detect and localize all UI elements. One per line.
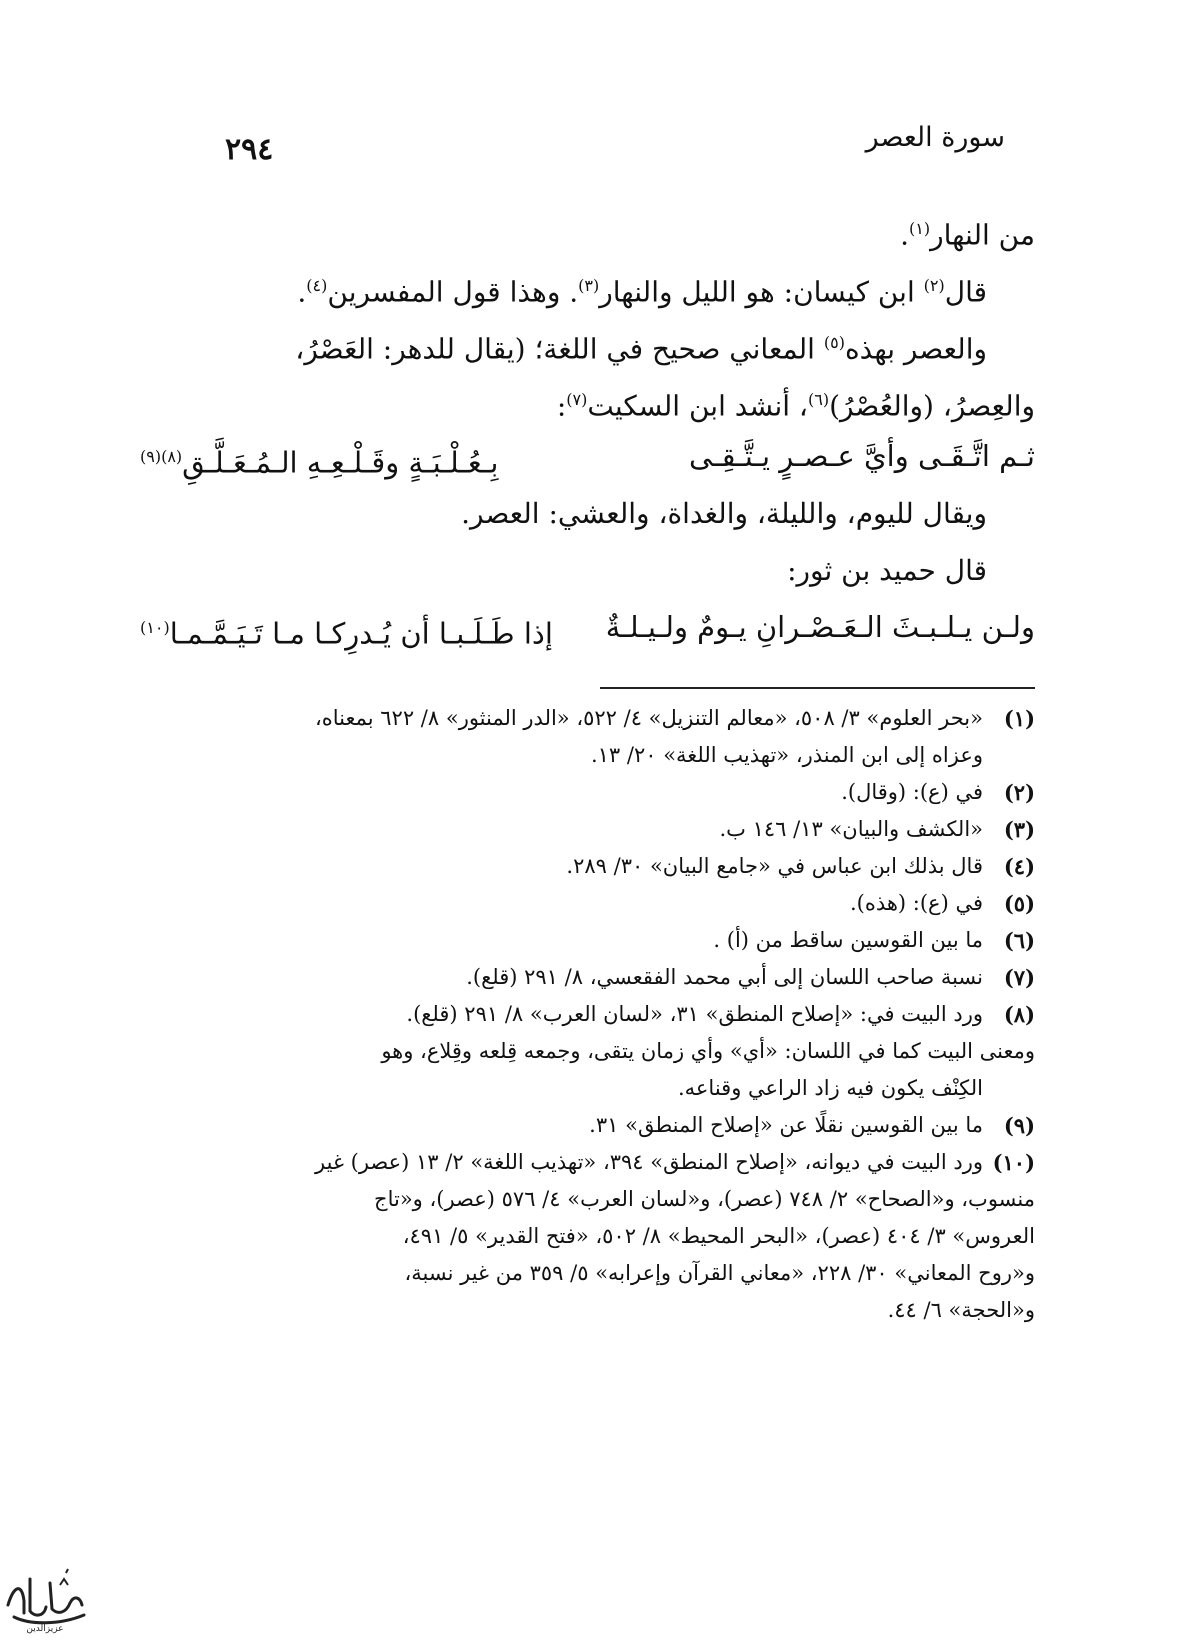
footnote-line: «بحر العلوم» ٣/ ٥٠٨، «معالم التنزيل» ٤/ ٥٢٢، «الدر المنثور» ٨/ ٦٢٢ بمعناه، — [314, 706, 983, 730]
footnote — [140, 885, 1035, 922]
text-span: قال — [944, 275, 987, 309]
text-line — [140, 314, 1035, 371]
logo-subtext: عزيزالدين — [26, 1624, 64, 1634]
text-line — [140, 371, 1035, 428]
footnote-number: (٤) — [1003, 854, 1035, 879]
footnote — [140, 700, 1035, 774]
footnote-line: ورد البيت في: «إصلاح المنطق» ٣١، «لسان العرب» ٨/ ٢٩١ (قلع). — [406, 1002, 983, 1026]
footnote-line: العروس» ٣/ ٤٠٤ (عصر)، «البحر المحيط» ٨/ ٥٠٢، «فتح القدير» ٥/ ٤٩١، — [402, 1224, 1035, 1248]
footnote-number: (٢) — [1003, 780, 1035, 805]
footnote-ref: (٦) — [807, 390, 830, 409]
footnote — [140, 922, 1035, 959]
footnote-ref: (٣) — [578, 276, 600, 295]
verse-hemistich-with-ref — [140, 428, 498, 485]
footnote-line: في (ع): (هذه). — [849, 891, 983, 915]
footnote-ref: (٢) — [923, 276, 945, 295]
footnote-line: ورد البيت في ديوانه، «إصلاح المنطق» ٣٩٤، «تهذيب اللغة» ٢/ ١٣ (عصر) غير — [315, 1150, 983, 1174]
footnotes — [140, 700, 1035, 1329]
verse-hemistich: إذا طَـلَـبـا أن يُـدرِكـا مـا تَـيَـمَّـمـا — [169, 616, 553, 651]
footnote — [140, 1144, 1035, 1181]
page-header — [140, 118, 1035, 168]
footnote-number: (١) — [1003, 706, 1035, 731]
footnote-line: ما بين القوسين نقلًا عن «إصلاح المنطق» ٣١. — [589, 1113, 983, 1137]
text-span: المعاني صحيح في اللغة؛ (يقال للدهر: العَصْرُ، — [295, 332, 824, 366]
footnote-line: نسبة صاحب اللسان إلى أبي محمد الفقعسي، ٨/ ٢٩١ (قلع). — [466, 965, 983, 989]
text-span: ابن كيسان: هو الليل والنهار — [599, 275, 924, 309]
text-span: والعصر بهذه — [844, 332, 987, 366]
footnote-line: قال بذلك ابن عباس في «جامع البيان» ٣٠/ ٢٨٩. — [566, 854, 983, 878]
text-line: قال$^{(٢)}$ ابن كيسان: هو الليل والنهار$^{(٣)}$. وهذا قول المفسرين$^{(٤)}$. — [297, 275, 987, 309]
footnote-text — [140, 700, 983, 774]
text-span: ، أنشد ابن السكيت — [587, 389, 808, 423]
poem-verse — [140, 428, 1035, 485]
footnote-ref: (١) — [908, 219, 931, 238]
footnote-line: و«روح المعاني» ٣٠/ ٢٢٨، «معاني القرآن وإعرابه» ٥/ ٣٥٩ من غير نسبة، — [404, 1261, 1035, 1285]
footnote-line: وعزاه إلى ابن المنذر، «تهذيب اللغة» ٢٠/ ١٣. — [590, 743, 983, 767]
verse-hemistich: ثـم اتَّـقَـى وأيَّ عـصـرٍ يـتَّـقِـى — [688, 439, 1035, 473]
footnote-line: ومعنى البيت كما في اللسان: «أي» وأي زمان يتقى، وجمعه قِلعه وقِلاع، وهو — [381, 1039, 1035, 1063]
footnote — [140, 811, 1035, 848]
footnote-number: (٨) — [1003, 1002, 1035, 1027]
text-span: : — [556, 389, 567, 423]
footnote-line: في (ع): (وقال). — [841, 780, 983, 804]
footnote-number: (٥) — [1003, 891, 1035, 916]
verse-hemistich: بِـعُـلْـبَـةٍ وقَـلْـعِـهِ الـمُـعَـلَّـقِ — [182, 445, 499, 480]
footnote-line: منسوب، و«الصحاح» ٢/ ٧٤٨ (عصر)، و«لسان العرب» ٤/ ٥٧٦ (عصر)، و«تاج — [374, 1187, 1035, 1211]
text-span: والعِصرُ، (والعُصْرُ) — [829, 389, 1035, 423]
footnote-line: ما بين القوسين ساقط من (أ) . — [713, 928, 983, 952]
footnote — [140, 774, 1035, 811]
text-line: ويقال لليوم، والليلة، والغداة، والعشي: العصر. — [461, 497, 987, 530]
main-text — [140, 200, 1035, 656]
footnote — [140, 1107, 1035, 1144]
text-span: . وهذا قول المفسرين — [327, 275, 579, 309]
footnote-ref: (٥) — [823, 333, 845, 352]
footnote-number: (١٠) — [992, 1150, 1035, 1175]
footnote-ref: (١٠) — [140, 618, 170, 637]
footnote-number: (٣) — [1003, 817, 1035, 842]
footnote — [140, 996, 1035, 1033]
text-span: من النهار — [930, 218, 1035, 252]
verse-hemistich-with-ref — [140, 599, 553, 656]
poem-verse — [140, 599, 1035, 656]
verse-hemistich: ولـن يـلـبـثَ الـعَـصْـرانِ يـومٌ ولـيـلـةٌ — [605, 610, 1035, 644]
footnote-number: (٦) — [1003, 928, 1035, 953]
footnote — [140, 848, 1035, 885]
page-number: ٢٩٤ — [225, 132, 274, 167]
text-line: قال حميد بن ثور: — [787, 554, 987, 587]
footnote-line: الكِنْف يكون فيه زاد الراعي وقناعه. — [677, 1076, 983, 1100]
footnote-ref: (٤) — [306, 276, 328, 295]
footnote-number: (٧) — [1003, 965, 1035, 990]
footnote-line: «الكشف والبيان» ١٣/ ١٤٦ ب. — [719, 817, 983, 841]
footnote-ref: (٧) — [566, 390, 588, 409]
footnote-number: (٩) — [1003, 1113, 1035, 1138]
text-line: من النهار$^{(١)}$. — [900, 218, 1035, 252]
publisher-logo — [0, 1555, 90, 1635]
footnote-separator — [600, 687, 1035, 689]
footnote — [140, 959, 1035, 996]
footnote-line: و«الحجة» ٦/ ٤٤. — [887, 1298, 1035, 1322]
running-title: سورة العصر — [865, 122, 1005, 153]
footnote-ref: (٨)(٩) — [140, 447, 183, 466]
